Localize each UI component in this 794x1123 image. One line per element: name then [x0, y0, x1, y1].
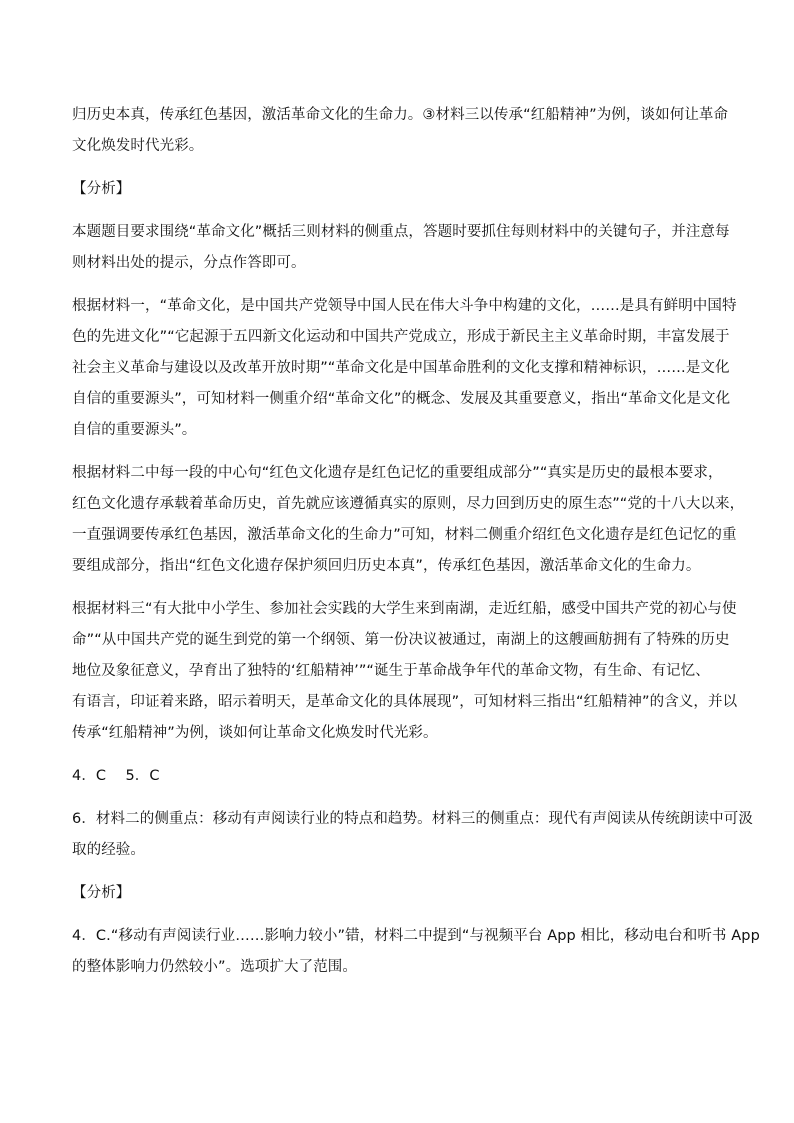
text-line: 社会主义革命与建设以及改革开放时期”“革命文化是中国革命胜利的文化支撑和精神标识，……是文化 — [72, 360, 730, 376]
section-heading: 【分析】 — [72, 885, 131, 901]
paragraph-material-two — [72, 458, 745, 582]
text-line: 归历史本真，传承红色基因，激活革命文化的生命力。③材料三以传承“红船精神”为例，谈如何让革命 — [72, 107, 729, 123]
text-line: 自信的重要源头”。 — [72, 422, 197, 438]
text-line: 色的先进文化”“它起源于五四新文化运动和中国共产党成立，形成于新民主主义革命时期，丰富发展于 — [72, 329, 730, 345]
text-line: 文化焕发时代光彩。 — [72, 138, 204, 154]
text-line: 根据材料三“有大批中小学生、参加社会实践的大学生来到南湖，走近红船，感受中国共产党的初心与使 — [72, 601, 737, 617]
text-line: 红色文化遗存承载着革命历史，首先就应该遵循真实的原则，尽力回到历史的原生态”“党的十八大以来， — [72, 496, 745, 512]
text-line: 自信的重要源头”，可知材料一侧重介绍“革命文化”的概念、发展及其重要意义，指出“革命文化是文化 — [72, 391, 731, 407]
analysis-heading-2 — [72, 878, 724, 909]
text-line: 6．材料二的侧重点：移动有声阅读行业的特点和趋势。材料三的侧重点：现代有声阅读从传统朗读中可汲 — [72, 811, 753, 827]
analysis-4 — [72, 921, 760, 983]
paragraph-continuation — [72, 100, 729, 162]
answer-6 — [72, 804, 753, 866]
text-line: 有语言，印证着来路，昭示着明天，是革命文化的具体展现”，可知材料三指出“红船精神”的含义，并以 — [72, 694, 738, 710]
text-line: 取的经验。 — [72, 842, 145, 858]
text-line: 根据材料一，“革命文化，是中国共产党领导中国人民在伟大斗争中构建的文化，……是具有鲜明中国特 — [72, 298, 737, 314]
answers-4-5 — [72, 761, 724, 792]
text-line: 命”“从中国共产党的诞生到党的第一个纲领、第一份决议被通过，南湖上的这艘画舫拥有了特殊的历史 — [72, 632, 730, 648]
analysis-heading — [72, 174, 724, 205]
text-line: 的整体影响力仍然较小”。选项扩大了范围。 — [72, 959, 358, 975]
text-line: 一直强调要传承红色基因，激活革命文化的生命力”可知，材料二侧重介绍红色文化遗存是红色记忆的重 — [72, 527, 737, 543]
paragraph-material-three — [72, 594, 738, 749]
section-heading: 【分析】 — [72, 181, 131, 197]
text-line: 地位及象征意义，孕育出了独特的‘红船精神’”“诞生于革命战争年代的革命文物，有生命、有记忆、 — [72, 663, 710, 679]
text-line: 根据材料二中每一段的中心句“红色文化遗存是红色记忆的重要组成部分”“真实是历史的最根本要求， — [72, 465, 723, 481]
text-line: 要组成部分，指出“红色文化遗存保护须回归历史本真”，传承红色基因，激活革命文化的生命力。 — [72, 558, 701, 574]
text-line: 传承“红船精神”为例，谈如何让革命文化焕发时代光彩。 — [72, 725, 438, 741]
document-page — [72, 100, 760, 983]
text-line: 则材料出处的提示，分点作答即可。 — [72, 255, 306, 271]
paragraph-material-one — [72, 291, 737, 446]
paragraph-requirement — [72, 217, 730, 279]
text-line: 4．C.“移动有声阅读行业……影响力较小”错，材料二中提到“与视频平台 App 相比，移动电台和听书 App — [72, 928, 760, 944]
text-line: 4．C 5．C — [72, 768, 160, 784]
text-line: 本题题目要求围绕“革命文化”概括三则材料的侧重点，答题时要抓住每则材料中的关键句子，并注意每 — [72, 224, 730, 240]
